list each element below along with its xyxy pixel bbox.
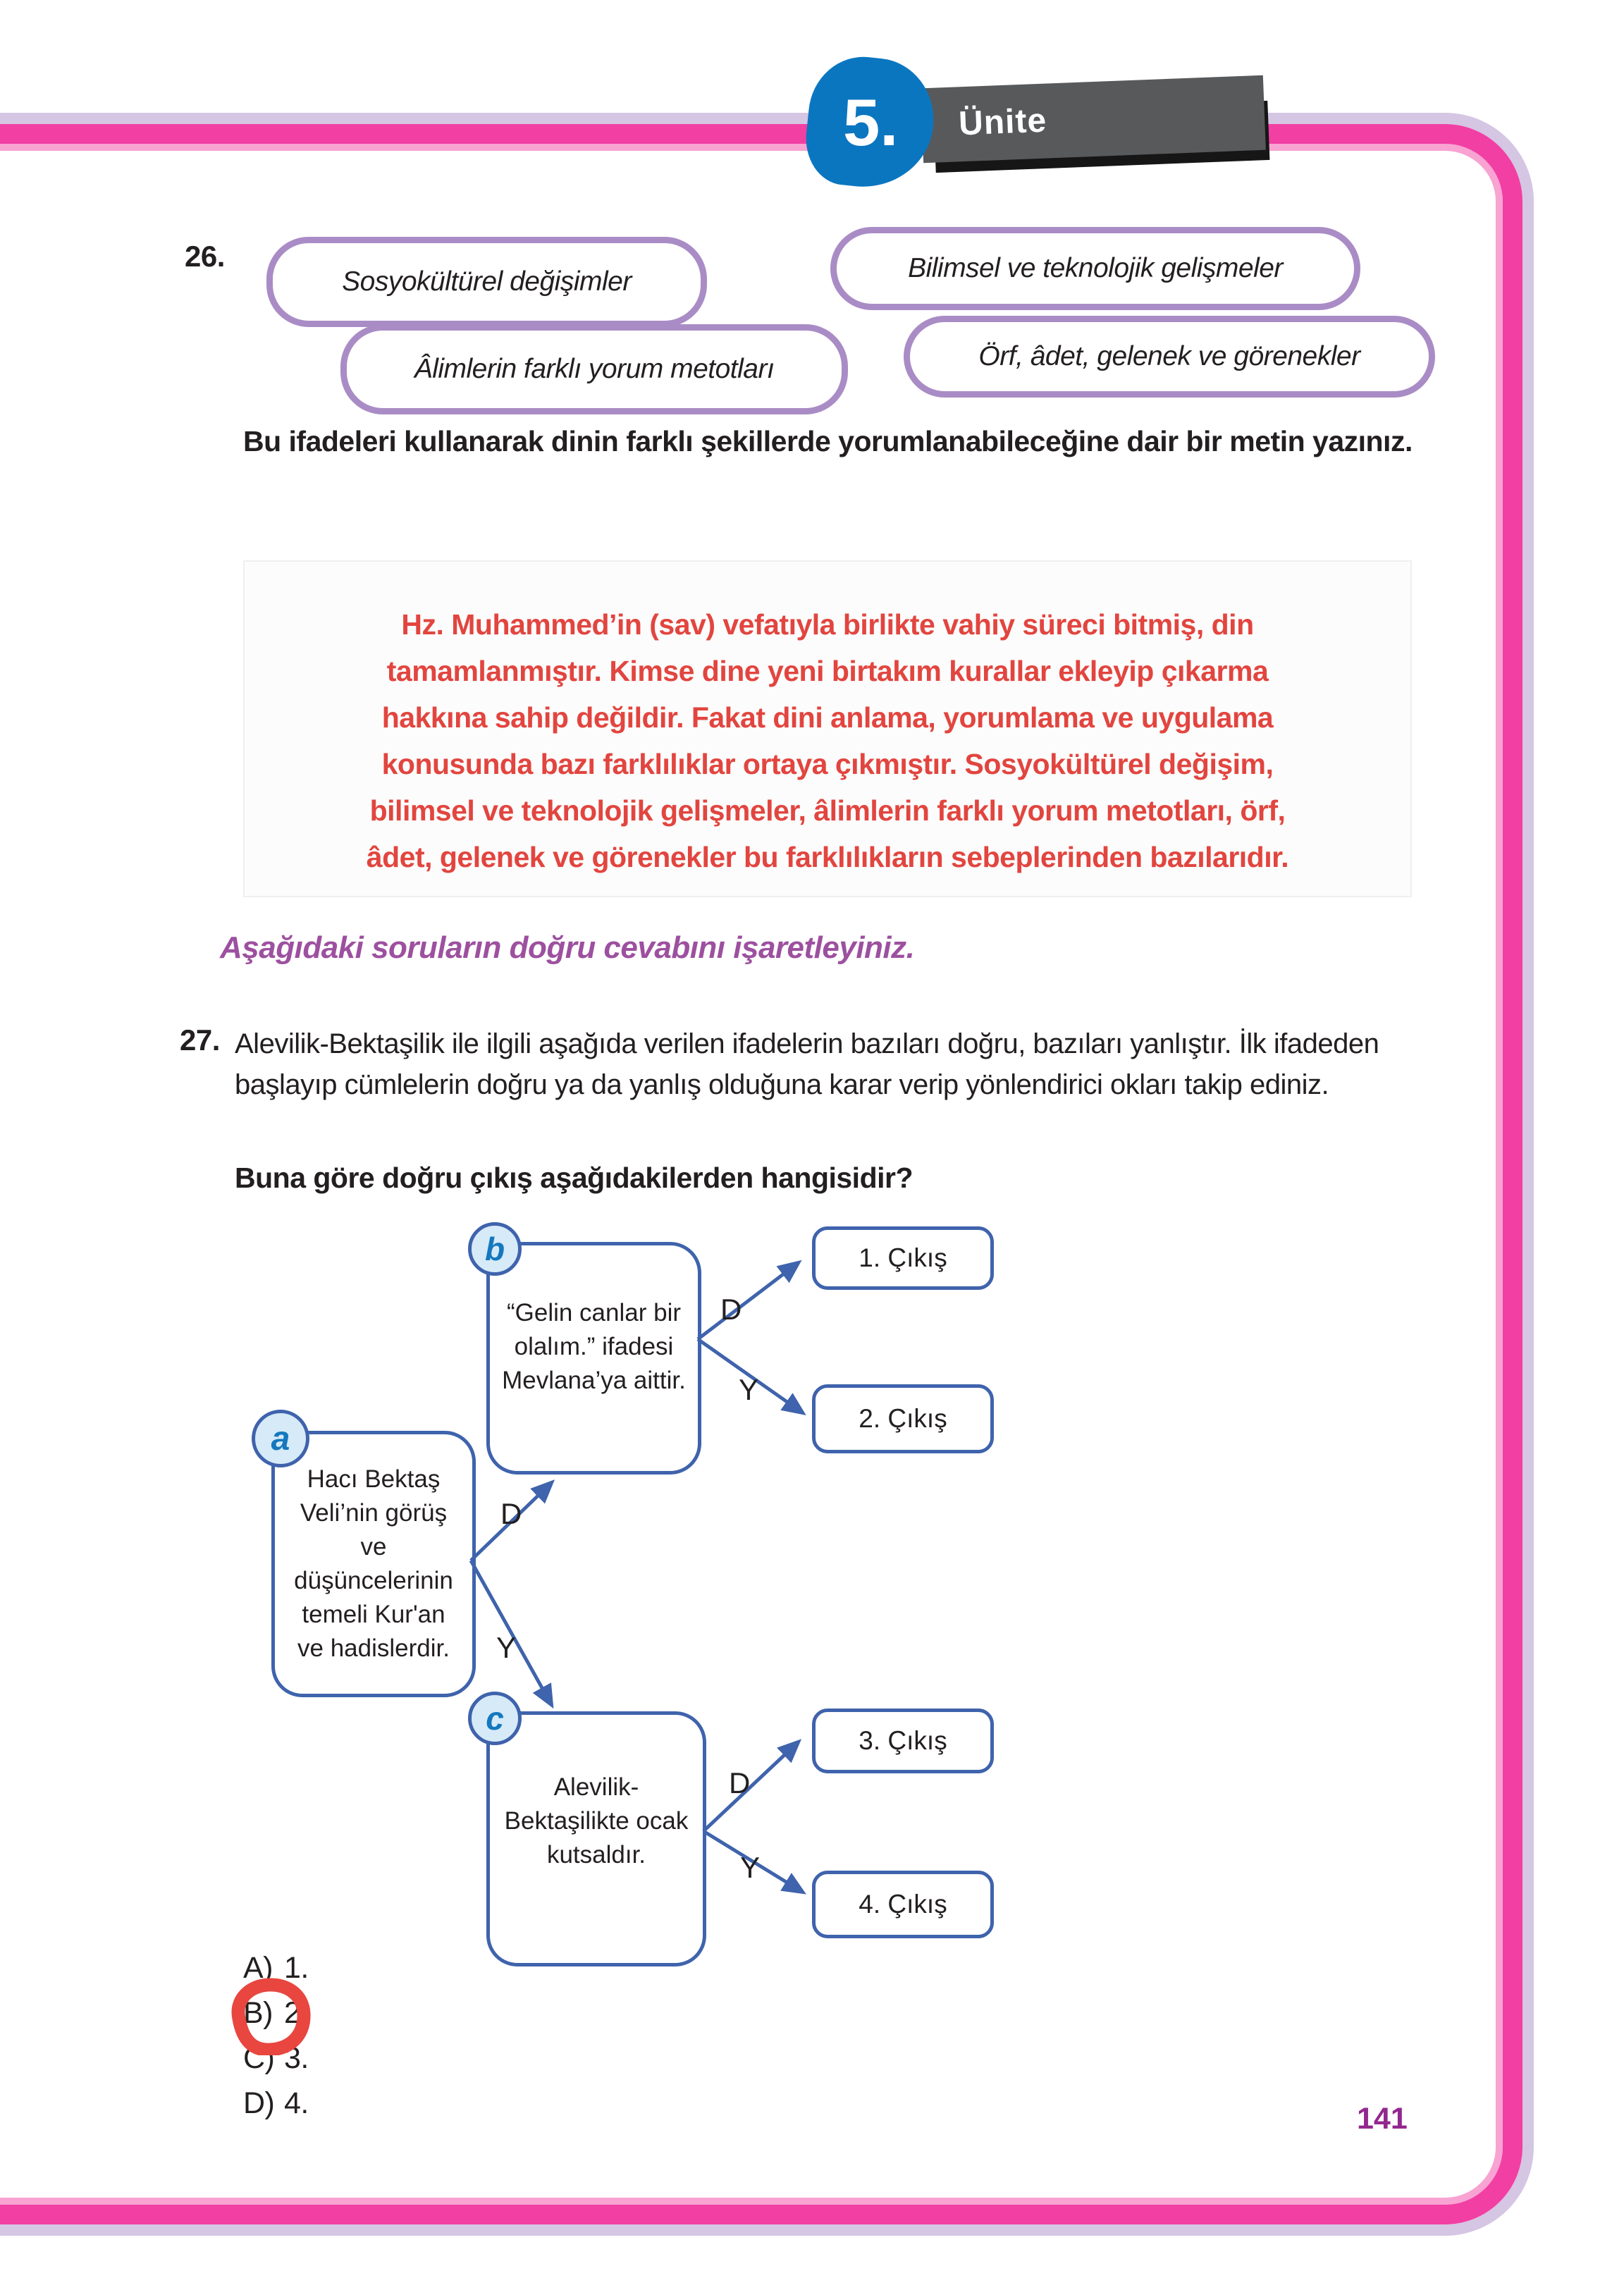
question-26-number: 26.	[185, 240, 225, 273]
edge-label-d: D	[720, 1293, 742, 1326]
option-d-value: 4.	[284, 2086, 309, 2120]
option-b-label: B)	[243, 1996, 273, 2030]
edge-label-y: Y	[739, 1373, 759, 1406]
flow-node-c-badge: c	[468, 1692, 522, 1745]
edge-label-d: D	[729, 1766, 751, 1799]
option-a-label: A)	[243, 1951, 273, 1985]
answer-line: konusunda bazı farklılıklar ortaya çıkmıştır. Sosyokültürel değişim,	[381, 748, 1274, 780]
answer-line: Hz. Muhammed’in (sav) vefatıyla birlikte vahiy süreci bitmiş, din	[401, 608, 1254, 641]
flow-exit-4: 4. Çıkış	[812, 1871, 994, 1938]
edge-label-y: Y	[496, 1631, 517, 1664]
unit-banner	[921, 75, 1266, 164]
flow-exit-3: 3. Çıkış	[812, 1709, 994, 1773]
arrow-b-true	[698, 1263, 798, 1339]
answer-line: âdet, gelenek ve görenekler bu farklılıkların sebeplerinden bazılarıdır.	[366, 841, 1289, 873]
page-number: 141	[1357, 2102, 1408, 2136]
question-26-prompt: Bu ifadeleri kullanarak dinin farklı şekillerde yorumlanabileceğine dair bir metin yazınız.	[243, 425, 1413, 457]
flow-node-b-box: “Gelin canlar bir olalım.” ifadesi Mevlana’ya aittir.	[486, 1242, 701, 1475]
flow-node-a-box: Hacı Bektaş Veli’nin görüş ve düşüncelerinin temeli Kur'an ve hadislerdir.	[271, 1431, 476, 1697]
question-27-text: Alevilik-Bektaşilik ile ilgili aşağıda verilen ifadelerin bazıları doğru, bazıları yanlıştır. İlk ifadeden başlayıp cümlelerin doğru ya da yanlış olduğuna karar verip yönlendirici okları takip ediniz.	[235, 1028, 1379, 1100]
edge-label-d: D	[500, 1497, 522, 1530]
option-c-value: 3.	[284, 2041, 309, 2075]
answer-line: hakkına sahip değildir. Fakat dini anlama, yorumlama ve uygulama	[381, 701, 1274, 734]
flowchart-arrows	[0, 1198, 1057, 1974]
unit-number: 5.	[842, 85, 899, 159]
edge-label-y: Y	[740, 1851, 761, 1884]
flow-node-b-badge: b	[468, 1222, 522, 1276]
flow-exit-1: 1. Çıkış	[812, 1226, 994, 1290]
option-d	[243, 2081, 309, 2126]
arrow-c-true	[703, 1742, 798, 1831]
option-a-value: 1.	[284, 1951, 309, 1985]
unit-label: Ünite	[958, 101, 1048, 143]
answer-line: bilimsel ve teknolojik gelişmeler, âlimlerin farklı yorum metotları, örf,	[369, 794, 1286, 827]
answer-line: tamamlanmıştır. Kimse dine yeni birtakım kurallar ekleyip çıkarma	[386, 655, 1269, 687]
option-b	[243, 1990, 309, 2036]
option-c-label: C)	[243, 2041, 275, 2075]
answer-box	[243, 560, 1412, 897]
concept-pill-bilimsel: Bilimsel ve teknolojik gelişmeler	[830, 227, 1360, 310]
option-b-value: 2.	[284, 1996, 309, 2030]
flow-node-a-badge: a	[252, 1410, 309, 1467]
concept-pill-orf-adet: Örf, âdet, gelenek ve görenekler	[904, 316, 1435, 398]
question-27-bold-question: Buna göre doğru çıkış aşağıdakilerden hangisidir?	[235, 1162, 914, 1194]
option-d-label: D)	[243, 2086, 275, 2120]
question-27-number: 27.	[180, 1023, 220, 1057]
flow-node-c-box: Alevilik-Bektaşilikte ocak kutsaldır.	[486, 1711, 706, 1966]
answer-mark-circle	[221, 1976, 318, 2055]
options-list	[243, 1945, 309, 2126]
concept-pill-alimler: Âlimlerin farklı yorum metotları	[340, 324, 848, 414]
flow-exit-2: 2. Çıkış	[812, 1384, 994, 1453]
concept-pill-sosyokulturel: Sosyokültürel değişimler	[266, 237, 707, 327]
section-instruction: Aşağıdaki soruların doğru cevabını işaretleyiniz.	[220, 930, 915, 965]
